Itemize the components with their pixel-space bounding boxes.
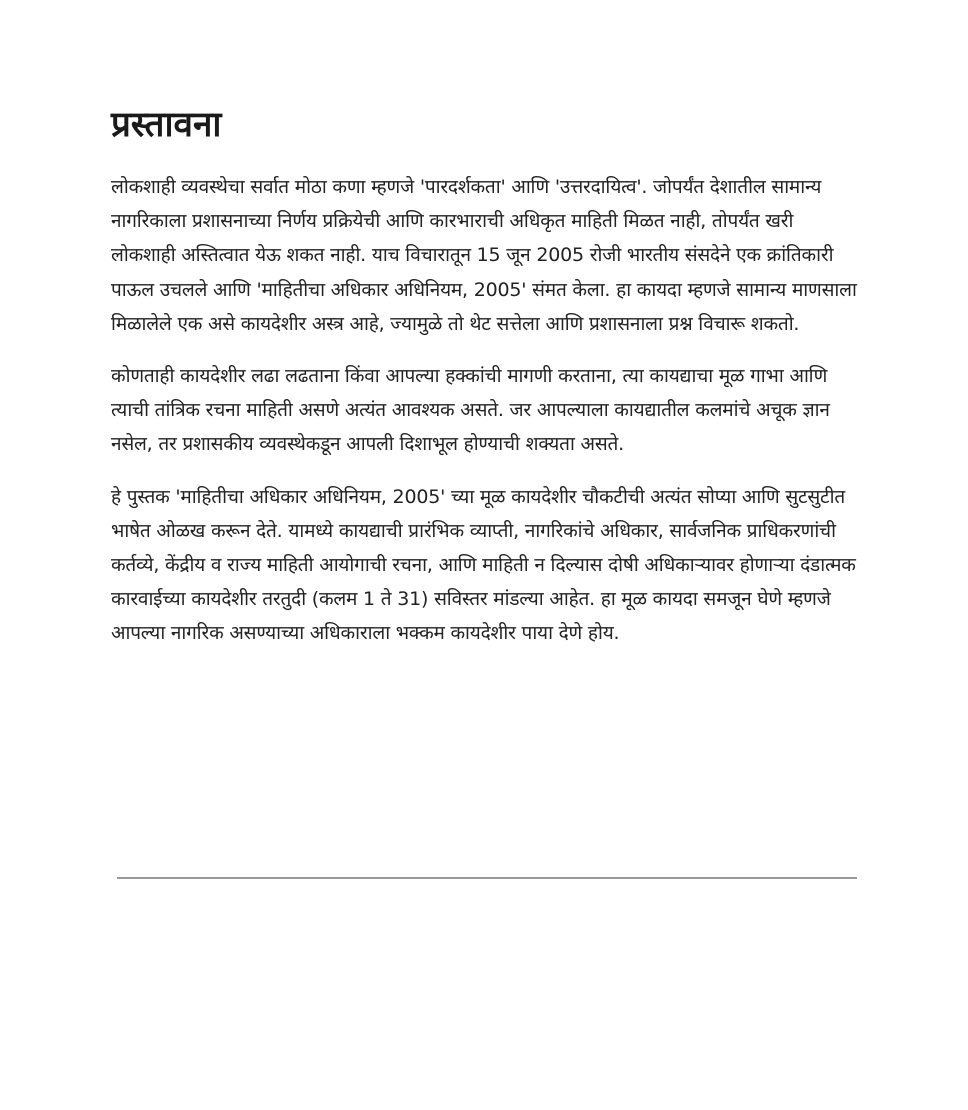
page-title: प्रस्तावना	[111, 105, 222, 145]
section-divider	[117, 877, 857, 879]
intro-paragraph-2: कोणताही कायदेशीर लढा लढताना किंवा आपल्या हक्कांची मागणी करताना, त्या कायद्याचा मूळ गाभा आणि त्याची तांत्रिक रचना माहिती असणे अत्यंत आवश्यक असते. जर आपल्याला कायद्यातील कलमांचे अचूक ज्ञान नसेल, तर प्रशासकीय व्यवस्थेकडून आपली दिशाभूल होण्याची शक्यता असते.	[111, 365, 830, 456]
intro-paragraph-1: लोकशाही व्यवस्थेचा सर्वात मोठा कणा म्हणजे 'पारदर्शकता' आणि 'उत्तरदायित्व'. जोपर्यंत देशातील सामान्य नागरिकाला प्रशासनाच्या निर्णय प्रक्रियेची आणि कारभाराची अधिकृत माहिती मिळत नाही, तोपर्यंत खरी लोकशाही अस्तित्वात येऊ शकत नाही. याच विचारातून 15 जून 2005 रोजी भारतीय संसदेने एक क्रांतिकारी पाऊल उचलले आणि 'माहितीचा अधिकार अधिनियम, 2005' संमत केला. हा कायदा म्हणजे सामान्य माणसाला मिळालेले एक असे कायदेशीर अस्त्र आहे, ज्यामुळे तो थेट सत्तेला आणि प्रशासनाला प्रश्न विचारू शकतो.	[111, 176, 857, 335]
intro-paragraph-3: हे पुस्तक 'माहितीचा अधिकार अधिनियम, 2005' च्या मूळ कायदेशीर चौकटीची अत्यंत सोप्या आणि सुटसुटीत भाषेत ओळख करून देते. यामध्ये कायद्याची प्रारंभिक व्याप्ती, नागरिकांचे अधिकार, सार्वजनिक प्राधिकरणांची कर्तव्ये, केंद्रीय व राज्य माहिती आयोगाची रचना, आणि माहिती न दिल्यास दोषी अधिकाऱ्यावर होणाऱ्या दंडात्मक कारवाईच्या कायदेशीर तरतुदी (कलम 1 ते 31) सविस्तर मांडल्या आहेत. हा मूळ कायदा समजून घेणे म्हणजे आपल्या नागरिक असण्याच्या अधिकाराला भक्कम कायदेशीर पाया देणे होय.	[111, 485, 856, 645]
document-body	[111, 100, 857, 651]
